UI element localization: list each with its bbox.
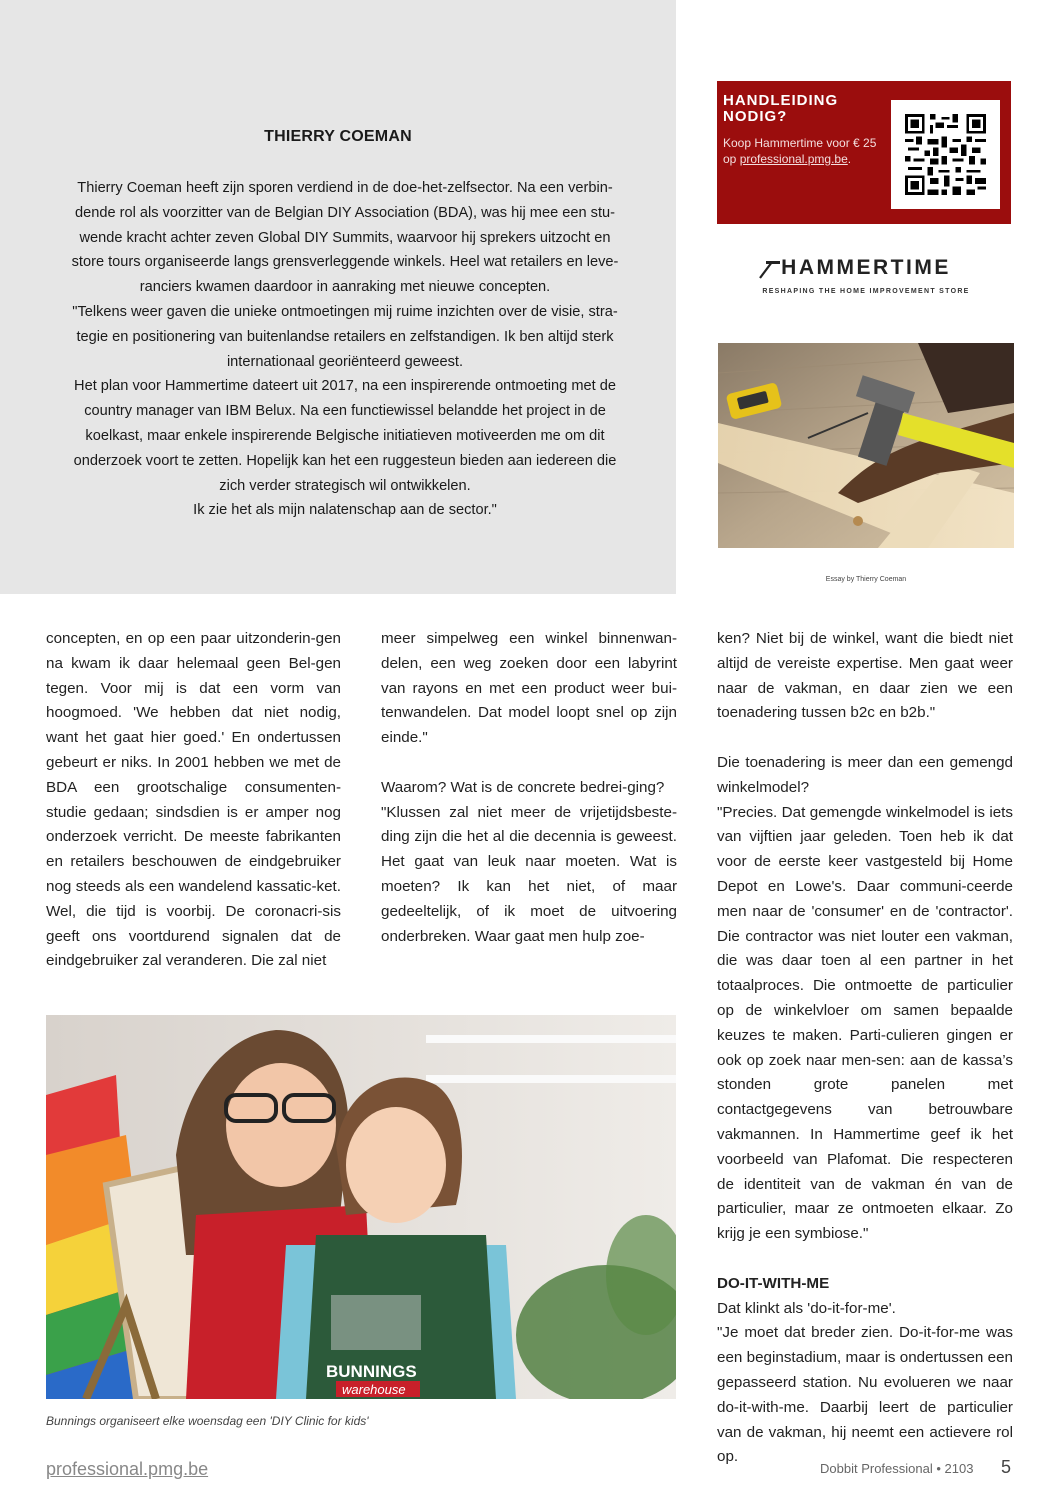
hammer-photo <box>718 343 1014 548</box>
interview-question: Die toenadering is meer dan een gemengd winkelmodel? <box>717 753 1013 796</box>
bio-line: zich verder strategisch wil ontwikkelen. <box>219 477 471 494</box>
bio-title: THIERRY COEMAN <box>264 128 412 145</box>
logo-tagline: RESHAPING THE HOME IMPROVEMENT STORE <box>762 288 970 295</box>
hammer-logo-icon <box>758 258 784 280</box>
bio-line: tegie en positionering van buitenlandse retailers en zelfstandigen. Ik ben altijd sterk <box>76 328 614 345</box>
bio-line: country manager van IBM Belux. Na een functiewissel belandde het project in de <box>84 403 606 420</box>
bio-line: internationaal georiënteerd geweest. <box>226 353 464 370</box>
manual-title-line: NODIG? <box>723 108 788 125</box>
interview-question: Dat klinkt als 'do-it-for-me'. <box>717 1299 896 1317</box>
manual-text-body: Koop Hammertime voor € 25 op <box>723 136 877 166</box>
footer-publication: Dobbit Professional • 2103 <box>820 1461 974 1476</box>
manual-title <box>723 93 883 125</box>
article-paragraph: "Klussen zal niet meer de vrijetijdsbeste-ding zijn die het al die decennia is geweest. Het gaat van leuk naar moeten. Wat is moeten? Ik kan het niet, of maar gedeeltelijk, of ik moet de uitvoering onderbreken. Waar gaat men hulp zoe- <box>381 803 677 945</box>
article-paragraph: meer simpelweg een winkel binnenwan-delen, een weg zoeken door een labyrint van rayons en met een product weer bui-tenwandelen. Dat model loopt snel op zijn einde." <box>381 630 677 747</box>
bio-panel <box>0 0 676 594</box>
bio-line: "Telkens weer gaven die unieke ontmoetingen mij ruime inzichten over de visie, stra- <box>72 303 618 320</box>
article-column-1 <box>46 627 341 974</box>
bio-line: dende rol als voorzitter van de Belgian DIY Association (BDA), was hij mee een stu- <box>75 204 615 221</box>
hammer-photo-illustration <box>718 343 1014 548</box>
essay-credit: Essay by Thierry Coeman <box>825 576 907 583</box>
manual-text-end: . <box>847 152 852 166</box>
manual-title-line: HANDLEIDING <box>723 92 839 109</box>
manual-text <box>723 135 893 167</box>
page-number: 5 <box>1001 1457 1012 1477</box>
apron-brand-subtext: warehouse <box>342 1382 406 1397</box>
article-paragraph: ken? Niet bij de winkel, want die biedt niet altijd de vereiste expertise. Men gaat weer naar de vakman, en daar zien we een toenadering tussen b2c en b2b." <box>717 630 1013 722</box>
article-paragraph: concepten, en op een paar uitzonderin-gen na kwam ik daar helemaal geen Bel-gen tegen. Voor mij is dat een vorm van hoogmoed. 'We hebben dat niet nodig, want het gaat hier goed.' En ondertussen gebeurt er niks. In 2001 hebben we met de BDA een grootschalige consumenten-studie gedaan; sindsdien is er amper nog onderzoek verricht. De meeste fabrikanten en retailers beschouwen de eindgebruiker nog steeds als een wandelend kassatic-ket. Wel, die tijd is voorbij. De coronacri-sis geeft ons voortdurend signalen dat de eindgebruiker zal veranderen. Die zal niet <box>46 630 341 970</box>
qr-code-graphic <box>905 114 986 195</box>
kids-photo-illustration <box>46 1015 676 1399</box>
footer-url-link[interactable]: professional.pmg.be <box>46 1459 209 1479</box>
bio-line: wende kracht achter zeven Global DIY Summits, waarvoor hij sprekers uitzocht en <box>79 229 611 246</box>
bio-line: store tours organiseerde langs grensverleggende winkels. Heel wat retailers en leve- <box>71 254 619 271</box>
bio-line: Het plan voor Hammertime dateert uit 2017, na een inspirerende ontmoeting met de <box>74 378 616 395</box>
photo-caption: Bunnings organiseert elke woensdag een 'DIY Clinic for kids' <box>46 1414 369 1428</box>
interview-question: Waarom? Wat is de concrete bedrei-ging? <box>381 778 665 796</box>
manual-link[interactable]: professional.pmg.be <box>739 152 848 166</box>
qr-code-icon[interactable] <box>891 100 1000 209</box>
bio-line: Ik zie het als mijn nalatenschap aan de sector." <box>193 502 497 519</box>
article-column-2 <box>381 627 677 949</box>
manual-promo-box <box>717 81 1011 224</box>
bio-line: ranciers kwamen daardoor in aanraking met nieuwe concepten. <box>139 279 551 296</box>
bio-line: Thierry Coeman heeft zijn sporen verdiend in de doe-het-zelfsector. Na een verbin- <box>77 180 613 196</box>
apron-brand-text: BUNNINGS <box>326 1362 417 1381</box>
kids-workshop-photo <box>46 1015 676 1399</box>
bio-line: koelkast, maar enkele inspirerende Belgische initiatieven motiveerden me om dit <box>85 427 605 444</box>
section-heading: DO-IT-WITH-ME <box>717 1274 830 1292</box>
bio-line: onderzoek voort te zetten. Hopelijk kan het een ruggesteun bieden aan iedereen die <box>73 452 617 469</box>
bio-text <box>50 176 640 523</box>
logo-wordmark: HAMMERTIME <box>781 256 951 279</box>
article-paragraph: "Je moet dat breder zien. Do-it-for-me was een beginstadium, maar is ondertussen een gepasseerd station. Nu evolueren we naar do-it-with-me. Daarbij leert de particulier van de vakman, hij neemt een actievere rol op. <box>717 1324 1013 1466</box>
article-paragraph: "Precies. Dat gemengde winkelmodel is iets van vijftien jaar geleden. Toen heb ik dat voor de eerste keer vastgesteld bij Home Depot en Lowe's. Daar communi-ceerde men naar de 'consumer' en de 'contractor'. Die contractor was niet louter een vakman, die was daar toen al een partner in het totaalproces. Die ontmoette de particulier op de winkelvloer om samen bepaalde keuzes te maken. Parti-culieren gingen er ook op zoek naar men-sen: aan de kassa’s stonden grote panelen met contactgegevens van betrouwbare vakmannen. In Hammertime geef ik het voorbeeld van Plafomat. Die respecteren de identiteit van de vakman én van de particulier, maar ze ontmoeten elkaar. Zo krijg je een symbiose." <box>717 803 1013 1243</box>
article-column-3 <box>717 627 1013 1470</box>
hammertime-logo <box>752 256 980 300</box>
